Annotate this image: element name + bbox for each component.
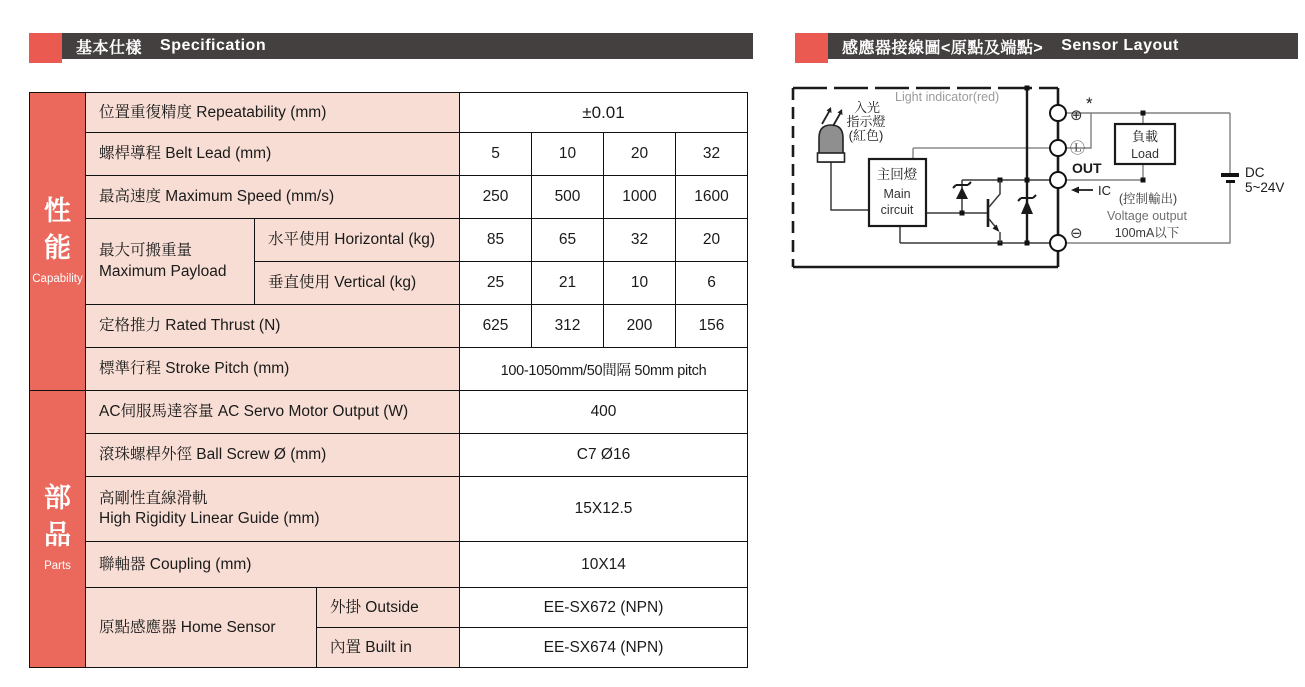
spec-value-vertical-1: 25 — [460, 262, 532, 305]
table-row — [30, 93, 748, 133]
dc-label: DC — [1245, 165, 1265, 180]
spec-value-rated-thrust-3: 200 — [604, 305, 676, 348]
spec-title-zh: 基本仕樣 — [76, 39, 143, 57]
spec-value-belt-lead-3: 20 — [604, 133, 676, 176]
spec-label-payload — [86, 219, 255, 305]
spec-value-servo-output: 400 — [460, 391, 748, 434]
spec-sublabel-vertical: 垂直使用 Vertical (kg) — [255, 262, 460, 305]
spec-label-repeatability: 位置重復精度 Repeatability (mm) — [86, 93, 460, 133]
voltage-output-label: Voltage output — [1107, 209, 1187, 223]
spec-value-max-speed-4: 1600 — [676, 176, 748, 219]
sensor-header-bar — [795, 33, 1298, 59]
zener-diode-icon — [1018, 195, 1036, 214]
ic-arrow-icon — [1071, 187, 1093, 194]
table-row — [30, 588, 748, 628]
section-label-en: Parts — [44, 560, 71, 573]
table-row — [30, 219, 748, 262]
spec-value-ball-screw: C7 Ø16 — [460, 434, 748, 477]
section-cell-capability — [30, 93, 86, 391]
spec-value-belt-lead-4: 32 — [676, 133, 748, 176]
red-accent-square — [795, 33, 828, 63]
payload-label-zh: 最大可搬重量 — [99, 242, 193, 260]
spec-value-horizontal-3: 32 — [604, 219, 676, 262]
main-circuit-label-en2: circuit — [880, 203, 914, 217]
spec-label-servo-output: AC伺服馬達容量 AC Servo Motor Output (W) — [86, 391, 460, 434]
spec-value-rated-thrust-2: 312 — [532, 305, 604, 348]
ic-label: IC — [1098, 183, 1111, 198]
spec-header-text — [62, 33, 753, 59]
red-accent-square — [29, 33, 62, 63]
spec-value-belt-lead-1: 5 — [460, 133, 532, 176]
spec-table — [29, 92, 748, 668]
spec-value-belt-lead-2: 10 — [532, 133, 604, 176]
out-label: OUT — [1072, 160, 1102, 176]
control-output-zh-label: (控制輸出) — [1118, 192, 1178, 206]
spec-value-horizontal-1: 85 — [460, 219, 532, 262]
transistor-icon — [988, 180, 1000, 243]
sensor-wiring-diagram — [785, 80, 1305, 290]
spec-label-max-speed: 最高速度 Maximum Speed (mm/s) — [86, 176, 460, 219]
spec-label-coupling: 聯軸器 Coupling (mm) — [86, 542, 460, 588]
linear-guide-label-en: High Rigidity Linear Guide (mm) — [99, 510, 320, 527]
light-indicator-zh2: 指示燈 — [846, 114, 886, 129]
spec-label-home-sensor: 原點感應器 Home Sensor — [86, 588, 317, 668]
sensor-header-text — [828, 33, 1298, 59]
spec-sublabel-horizontal: 水平使用 Horizontal (kg) — [255, 219, 460, 262]
spec-label-stroke-pitch: 標準行程 Stroke Pitch (mm) — [86, 348, 460, 391]
spec-value-max-speed-1: 250 — [460, 176, 532, 219]
spec-label-linear-guide — [86, 477, 460, 542]
spec-label-ball-screw: 滾珠螺桿外徑 Ball Screw Ø (mm) — [86, 434, 460, 477]
light-indicator-en-label: Light indicator(red) — [895, 90, 1000, 104]
sensor-diagram-svg — [785, 80, 1305, 290]
spec-value-vertical-2: 21 — [532, 262, 604, 305]
terminal-minus — [1050, 235, 1066, 251]
table-row — [30, 348, 748, 391]
load-label-en: Load — [1131, 147, 1159, 161]
spec-label-rated-thrust: 定格推力 Rated Thrust (N) — [86, 305, 460, 348]
table-row — [30, 176, 748, 219]
dc-range-label: 5~24V — [1245, 180, 1285, 195]
section-cell-parts — [30, 391, 86, 668]
terminal-out — [1050, 172, 1066, 188]
spec-value-rated-thrust-1: 625 — [460, 305, 532, 348]
main-circuit-label-zh: 主回燈 — [876, 167, 918, 182]
light-indicator-zh3: (紅色) — [848, 128, 884, 143]
spec-value-home-sensor-built-in: EE-SX674 (NPN) — [460, 628, 748, 668]
table-row — [30, 477, 748, 542]
terminal-plus-label: ⊕ — [1070, 107, 1083, 124]
spec-value-rated-thrust-4: 156 — [676, 305, 748, 348]
sensor-title-zh: 感應器接線圖<原點及端點> — [842, 39, 1044, 57]
led-indicator-icon — [818, 107, 845, 162]
load-label-zh: 負載 — [1131, 129, 1159, 144]
spec-value-home-sensor-outside: EE-SX672 (NPN) — [460, 588, 748, 628]
zener-diode-icon — [953, 182, 971, 199]
section-label-en: Capability — [32, 272, 83, 285]
battery-icon — [1221, 173, 1239, 183]
section-char: 部 — [44, 483, 71, 514]
spec-sublabel-outside: 外掛 Outside — [317, 588, 460, 628]
spec-value-linear-guide: 15X12.5 — [460, 477, 748, 542]
spec-value-vertical-3: 10 — [604, 262, 676, 305]
spec-value-coupling: 10X14 — [460, 542, 748, 588]
spec-label-belt-lead: 螺桿導程 Belt Lead (mm) — [86, 133, 460, 176]
spec-value-max-speed-2: 500 — [532, 176, 604, 219]
table-row — [30, 542, 748, 588]
spec-sublabel-built-in: 內置 Built in — [317, 628, 460, 668]
light-indicator-zh1: 入光 — [853, 100, 881, 115]
spec-value-max-speed-3: 1000 — [604, 176, 676, 219]
current-limit-label: 100mA以下 — [1114, 226, 1180, 240]
table-row — [30, 434, 748, 477]
main-circuit-box — [869, 159, 926, 226]
terminal-plus — [1050, 105, 1066, 121]
spec-title-en: Specification — [160, 37, 267, 54]
spec-value-vertical-4: 6 — [676, 262, 748, 305]
table-row — [30, 391, 748, 434]
section-char: 品 — [44, 520, 71, 551]
section-char: 能 — [44, 232, 71, 263]
terminal-l — [1050, 140, 1066, 156]
spec-header-bar — [29, 33, 753, 59]
spec-value-repeatability: ±0.01 — [460, 93, 748, 133]
terminal-l-label: Ⓛ — [1070, 140, 1086, 157]
terminal-plus-note: * — [1086, 94, 1093, 113]
load-box — [1115, 124, 1175, 164]
internal-wires — [831, 148, 1050, 243]
main-circuit-label-en1: Main — [883, 187, 911, 201]
section-char: 性 — [44, 195, 71, 226]
linear-guide-label-zh: 高剛性直線滑軌 — [99, 489, 208, 507]
terminal-minus-label: ⊖ — [1070, 225, 1083, 242]
spec-value-stroke-pitch: 100-1050mm/50間隔 50mm pitch — [460, 348, 748, 391]
table-row — [30, 133, 748, 176]
spec-value-horizontal-4: 20 — [676, 219, 748, 262]
spec-value-horizontal-2: 65 — [532, 219, 604, 262]
sensor-title-en: Sensor Layout — [1061, 37, 1179, 54]
payload-label-en: Maximum Payload — [99, 262, 227, 280]
table-row — [30, 305, 748, 348]
